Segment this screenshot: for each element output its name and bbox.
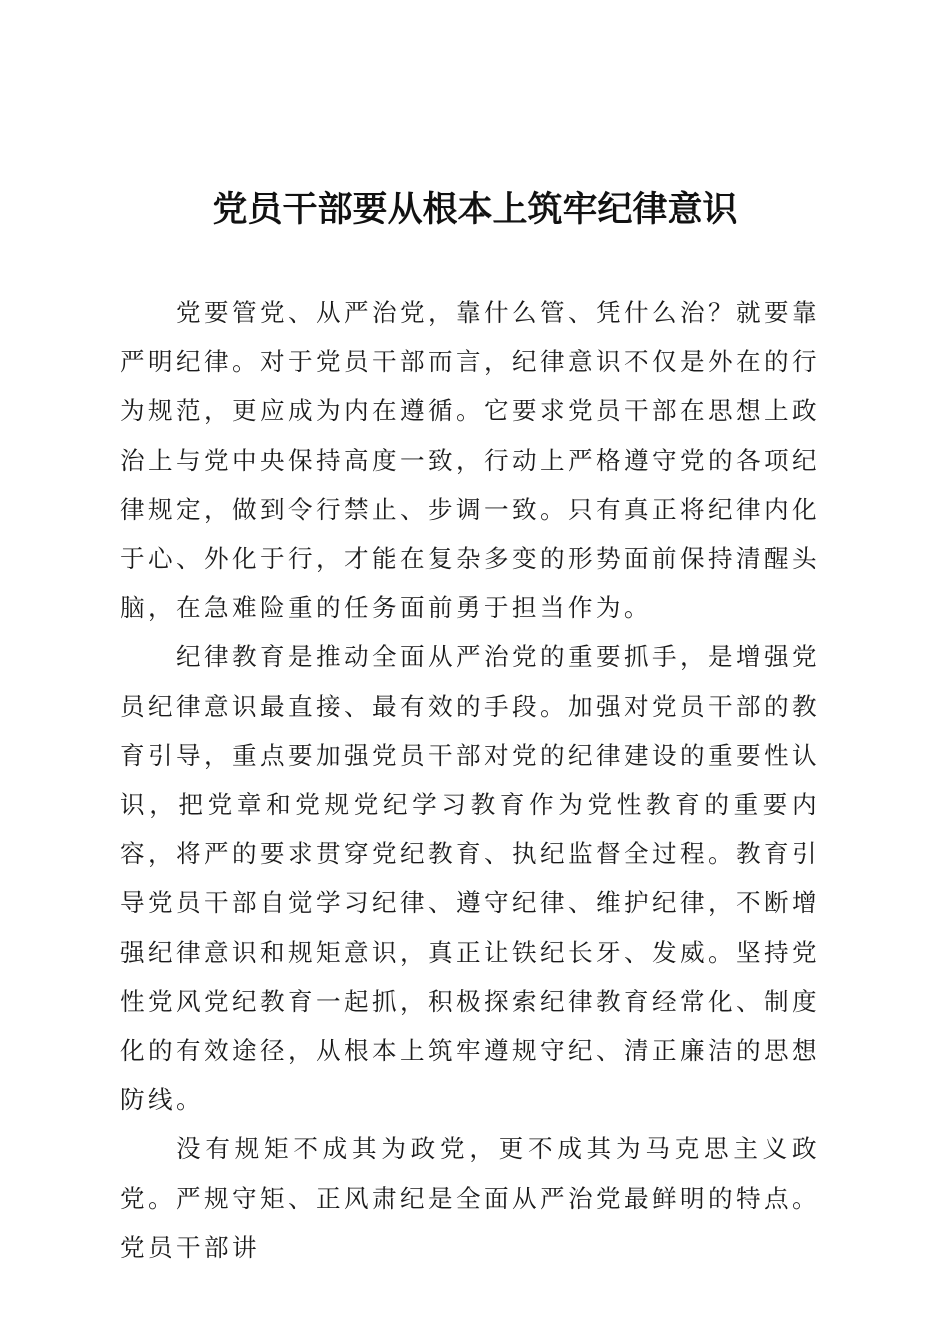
- document-title: 党员干部要从根本上筑牢纪律意识: [212, 189, 738, 230]
- paragraph-3: 没有规矩不成其为政党，更不成其为马克思主义政党。严规守矩、正风肃纪是全面从严治党最鲜明的特点。党员干部讲: [120, 1134, 820, 1262]
- document-body: [120, 288, 820, 1272]
- paragraph-1: 党要管党、从严治党，靠什么管、凭什么治？就要靠严明纪律。对于党员干部而言，纪律意识不仅是外在的行为规范，更应成为内在遵循。它要求党员干部在思想上政治上与党中央保持高度一致，行动上严格遵守党的各项纪律规定，做到令行禁止、步调一致。只有真正将纪律内化于心、外化于行，才能在复杂多变的形势面前保持清醒头脑，在急难险重的任务面前勇于担当作为。: [120, 298, 820, 623]
- paragraph-2: 纪律教育是推动全面从严治党的重要抓手，是增强党员纪律意识最直接、最有效的手段。加强对党员干部的教育引导，重点要加强党员干部对党的纪律建设的重要性认识，把党章和党规党纪学习教育作为党性教育的重要内容，将严的要求贯穿党纪教育、执纪监督全过程。教育引导党员干部自觉学习纪律、遵守纪律、维护纪律，不断增强纪律意识和规矩意识，真正让铁纪长牙、发威。坚持党性党风党纪教育一起抓，积极探索纪律教育经常化、制度化的有效途径，从根本上筑牢遵规守纪、清正廉洁的思想防线。: [120, 642, 820, 1115]
